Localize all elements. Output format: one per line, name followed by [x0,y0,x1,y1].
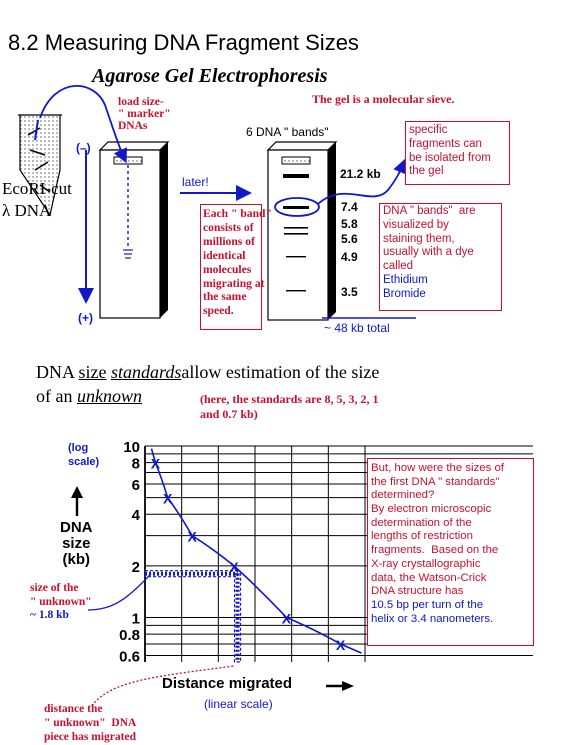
standards-heading-c: standards [111,362,182,382]
isolate-note: specific fragments can be isolated from the gel [409,124,491,178]
band-7-4 [283,206,309,209]
right-gel [268,142,336,320]
band-5-8 [284,227,308,229]
x-scale-label: (linear scale) [204,697,273,711]
y-axis-arrow-head [71,486,83,498]
standard-point-4: X [281,610,292,627]
band-size-0: 21.2 kb [340,167,381,181]
standards-heading-a: DNA [36,362,79,382]
distance-label: distance the " unknown" DNA piece has migrated [44,703,137,743]
page-subtitle: Agarose Gel Electrophoresis [92,65,328,87]
standards-heading-line1 [36,363,379,382]
standard-point-5: X [335,637,346,654]
band-note: Each " band" consists of millions of identical molecules migrating at the same speed. [203,207,272,318]
bands-label: 6 DNA " bands" [246,125,329,139]
unknown-size-value: ~ 1.8 kb [30,609,69,621]
stain-dye-name: Ethidium Bromide [383,274,428,300]
y-tick-label: 4 [131,507,140,525]
y-tick-label: 6 [131,477,140,495]
stain-note: DNA " bands" are visualized by staining them, usually with a dye called [383,205,476,273]
standards-note: (here, the standards are 8, 5, 3, 2, 1 and 0.7 kb) [200,392,379,421]
standards-heading-line2 [36,387,142,406]
log-scale-label: (log scale) [68,442,100,468]
band-note-box [200,204,272,330]
side-note-box [367,458,534,646]
y-tick-label: 2 [131,558,140,576]
band-size-5: 3.5 [341,285,358,299]
sample-tube [18,115,62,215]
total-label: ~ 48 kb total [324,321,390,335]
band-size-3: 5.6 [341,232,358,246]
load-marker-label: load size- " marker" DNAs [118,96,171,133]
standard-point-1: X [163,490,173,507]
plus-electrode: (+) [78,311,93,325]
minus-electrode: (–) [76,141,91,155]
sieve-note: The gel is a molecular sieve. [312,92,455,106]
band-21 [283,174,309,178]
standard-point-3: X [229,558,239,575]
band-3-5 [286,290,306,291]
x-axis-arrow-head [342,681,354,691]
later-label: later! [182,175,209,189]
standard-curve [151,449,361,653]
standards-heading-d: allow estimation of the size [181,362,380,382]
standards-heading-f: unknown [76,386,142,406]
sample-label-line1: EcoRI-cut [2,179,72,198]
band-size-1: 7.4 [341,200,358,214]
standards-heading-b: size [78,362,107,382]
band-size-2: 5.8 [341,217,358,231]
y-tick-label: 1 [131,610,140,628]
standard-point-2: X [187,528,197,545]
y-axis-title: DNA size (kb) [60,519,93,569]
standards-heading-e: of an [36,386,77,406]
side-note-helix: 10.5 bp per turn of the helix or 3.4 nanometers. [371,599,494,625]
x-axis-title: Distance migrated [162,675,293,692]
stain-note-box [379,203,502,311]
y-tick-label: 0.6 [119,648,140,666]
band-size-4: 4.9 [341,250,358,264]
page-title: 8.2 Measuring DNA Fragment Sizes [8,30,359,55]
y-tick-label: 8 [131,455,140,473]
band-5-6 [284,233,308,235]
y-tick-label: 0.8 [119,627,140,645]
unknown-size-label: size of the " unknown" [30,582,92,609]
left-gel [100,142,168,318]
y-tick-label: 10 [123,439,140,456]
side-note: But, how were the sizes of the first DNA " standards" determined? By electron microscopic determination of the lengths of restriction fragments. Based on the X-ray crystallographic data, the Watson-Crick DNA structure has [371,462,504,598]
sample-label-line2: λ DNA [2,201,52,220]
isolate-note-box [405,121,510,185]
unknown-size-pointer [88,574,151,610]
standard-point-0: X [150,455,161,472]
band-4-9 [286,256,306,257]
